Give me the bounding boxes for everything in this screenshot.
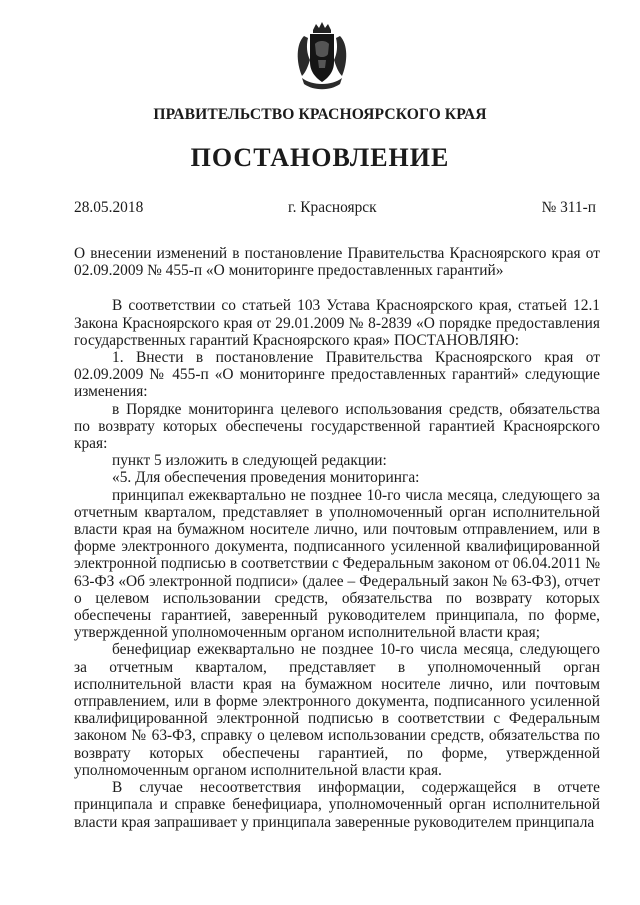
paragraph: в Порядке мониторинга целевого использования средств, обязательства по возврату которых обеспечены государственной гарантией Красноярского края: — [74, 400, 600, 453]
document-body — [74, 245, 600, 831]
government-name: ПРАВИТЕЛЬСТВО КРАСНОЯРСКОГО КРАЯ — [153, 106, 487, 123]
paragraph: В соответствии со статьей 103 Устава Красноярского края, статьей 12.1 Закона Красноярского края от 29.01.2009 № 8-2839 «О порядке предоставления государственных гарантий Красноярского края» ПОСТАНОВЛЯЮ: — [74, 297, 600, 349]
document-city: г. Красноярск — [288, 199, 377, 216]
paragraph: пункт 5 изложить в следующей редакции: — [112, 452, 387, 470]
paragraph: «5. Для обеспечения проведения мониторинга: — [112, 469, 420, 487]
coat-of-arms-icon — [294, 22, 350, 92]
paragraph: В случае несоответствия информации, содержащейся в отчете принципала и справке бенефициара, уполномоченный орган исполнительной власти края запрашивает у принципала заверенные руководителем принципала — [74, 779, 600, 831]
document-title: О внесении изменений в постановление Правительства Красноярского края от 02.09.2009 № 455-п «О мониторинге предоставленных гарантий» — [74, 245, 600, 280]
document-type: ПОСТАНОВЛЕНИЕ — [190, 143, 450, 172]
paragraph: 1. Внести в постановление Правительства Красноярского края от 02.09.2009 № 455-п «О мониторинге предоставленных гарантий» следующие изменения: — [74, 349, 600, 401]
document-number: № 311-п — [541, 199, 596, 216]
paragraph: принципал ежеквартально не позднее 10-го числа месяца, следующего за отчетным кварталом, представляет в уполномоченный орган исполнительной власти края на бумажном носителе лично, или почтовым отправлением, или в форме электронного документа, подписанного усиленной квалифицированной электронной подписью в соответствии с Федеральным законом от 06.04.2011 № 63-ФЗ «Об электронной подписи» (далее – Федеральный закон № 63-ФЗ), отчет о целевом использовании средств, обязательства по возврату которых обеспечены гарантией, заверенный руководителем принципала, по форме, утвержденной уполномоченным органом исполнительной власти края; — [74, 486, 600, 642]
paragraph: бенефициар ежеквартально не позднее 10-го числа месяца, следующего за отчетным кварталом, представляет в уполномоченный орган исполнительной власти края на бумажном носителе лично, или почтовым отправлением, или в форме электронного документа, подписанного усиленной квалифицированной электронной подписью в соответствии с Федеральным законом № 63-ФЗ, справку о целевом использовании средств, обязательства по возврату которых обеспечены гарантией, по форме, утвержденной уполномоченным органом исполнительной власти края. — [74, 641, 600, 779]
document-date: 28.05.2018 — [74, 199, 144, 216]
document-meta — [74, 199, 596, 217]
